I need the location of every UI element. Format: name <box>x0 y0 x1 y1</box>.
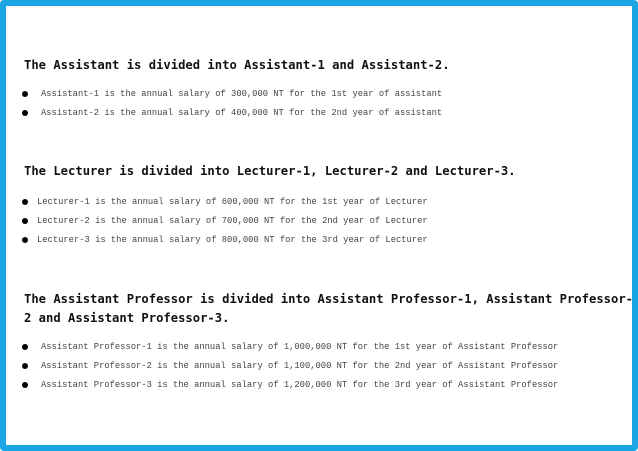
bullet-dot-icon <box>22 237 28 243</box>
lecturer-1-item: Lecturer-1 is the annual salary of 600,000 NT for the 1st year of Lecturer <box>37 197 428 207</box>
bullet-dot-icon <box>22 344 28 350</box>
bullet-dot-icon <box>22 91 28 97</box>
bullet-dot-icon <box>22 218 28 224</box>
assistant-1-item: Assistant-1 is the annual salary of 300,000 NT for the 1st year of assistant <box>41 89 443 99</box>
bullet-dot-icon <box>22 363 28 369</box>
assistant-professor-section-heading: The Assistant Professor is divided into Assistant Professor-1, Assistant Professor-2 and Assistant Professor-3. <box>24 292 634 325</box>
assistant-section-heading: The Assistant is divided into Assistant-1 and Assistant-2. <box>24 58 450 72</box>
lecturer-3-item: Lecturer-3 is the annual salary of 800,000 NT for the 3rd year of Lecturer <box>37 235 428 245</box>
lecturer-section-heading: The Lecturer is divided into Lecturer-1, Lecturer-2 and Lecturer-3. <box>24 164 516 178</box>
assistant-professor-3-item: Assistant Professor-3 is the annual salary of 1,200,000 NT for the 3rd year of Assistant Professor <box>41 380 559 390</box>
assistant-professor-2-item: Assistant Professor-2 is the annual salary of 1,100,000 NT for the 2nd year of Assistant Professor <box>41 361 559 371</box>
lecturer-2-item: Lecturer-2 is the annual salary of 700,000 NT for the 2nd year of Lecturer <box>37 216 428 226</box>
assistant-2-item: Assistant-2 is the annual salary of 400,000 NT for the 2nd year of assistant <box>41 108 443 118</box>
bullet-dot-icon <box>22 199 28 205</box>
assistant-professor-1-item: Assistant Professor-1 is the annual salary of 1,000,000 NT for the 1st year of Assistant Professor <box>41 342 559 352</box>
bullet-dot-icon <box>22 382 28 388</box>
bullet-dot-icon <box>22 110 28 116</box>
